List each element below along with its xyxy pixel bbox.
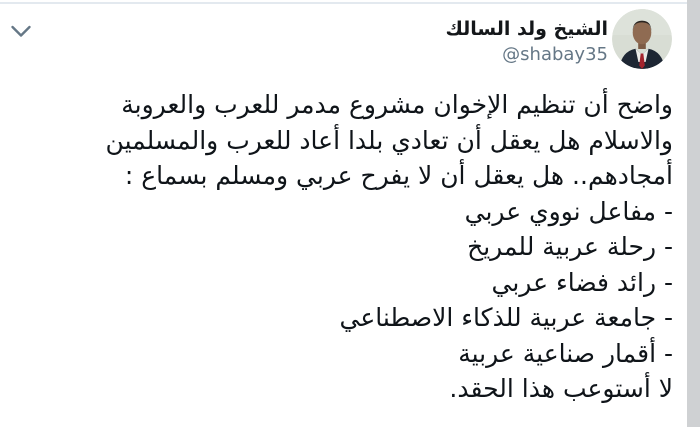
scrollbar[interactable] (687, 0, 700, 427)
display-name[interactable]: الشيخ ولد السالك (445, 18, 608, 40)
tweet-line: لا أستوعب هذا الحقد. (449, 374, 673, 403)
tweet-line: والاسلام هل يعقل أن تعادي بلدا أعاد للعرب والمسلمين (105, 125, 673, 155)
user-handle[interactable]: @shabay35 (502, 44, 608, 65)
avatar[interactable] (612, 9, 672, 69)
tweet-line: أمجادهم.. هل يعقل أن لا يفرح عربي ومسلم بسماع : (124, 161, 673, 190)
tweet-more-menu-button[interactable] (8, 24, 34, 42)
tweet-top-divider (0, 2, 700, 4)
avatar-photo-icon (612, 9, 672, 69)
tweet-line: - رحلة عربية للمريخ (467, 232, 673, 261)
tweet-line: - مفاعل نووي عربي (464, 196, 673, 226)
chevron-down-icon (10, 25, 32, 41)
tweet-line: - جامعة عربية للذكاء الاصطناعي (339, 303, 673, 332)
tweet-line: واضح أن تنظيم الإخوان مشروع مدمر للعرب والعروبة (121, 90, 673, 119)
tweet-text (18, 87, 673, 407)
tweet-line: - أقمار صناعية عربية (458, 338, 673, 368)
tweet-line: - رائد فضاء عربي (491, 267, 673, 297)
